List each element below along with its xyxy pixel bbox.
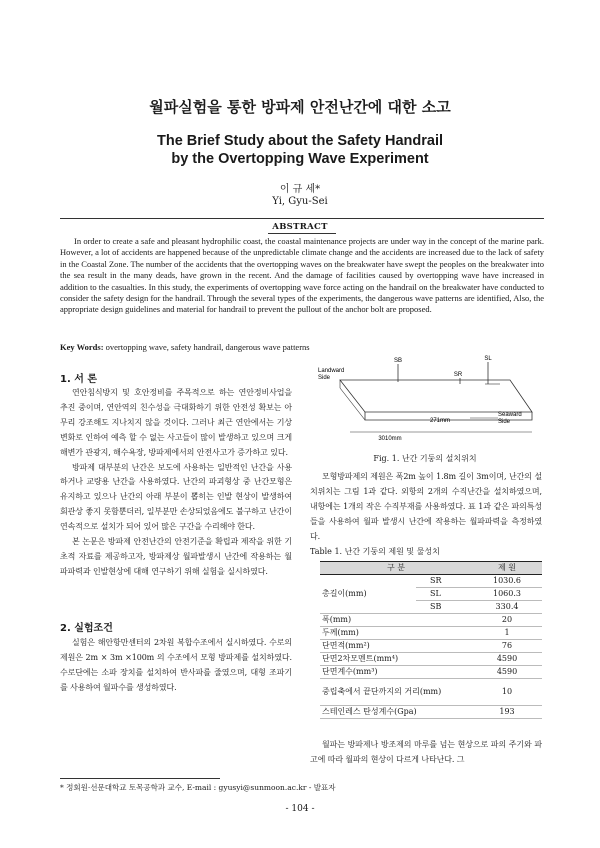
table-header-row <box>320 562 542 575</box>
table-sub-label: SL <box>416 588 472 601</box>
figure-1-handrail-positions <box>310 352 540 447</box>
table-row-value: 193 <box>472 706 542 719</box>
page-number: - 104 - <box>285 804 315 814</box>
table-row-value: 10 <box>472 679 542 706</box>
title-english-line2: by the Overtopping Wave Experiment <box>171 151 429 167</box>
breakwater-side-edge <box>340 388 365 420</box>
author-english: Yi, Gyu-Sei <box>272 196 328 207</box>
table-row <box>320 653 542 666</box>
keywords <box>60 342 544 352</box>
label-landward: Landward Side <box>318 368 345 381</box>
section-1-body <box>60 386 292 580</box>
breakwater-top-face <box>340 380 532 412</box>
label-sb: SB <box>393 358 403 364</box>
section-1-paragraph-2: 방파제 대부분의 난간은 보도에 사용하는 일반적인 난간을 사용하거나 교량용 난간을 사용하였다. 난간의 파괴형상 중 난간모형은 유지하고 있으나 난간의 아래 부분이 뽑히는 인발 현상이 발생하여 회관상 좋지 못함뿐더러, 일부분만 손상되었음에도 불구하고 난간이 연속적으로 설치가 되어 있어 많은 구간을 수리해야 한다. <box>60 462 292 532</box>
table-sub-value: 1030.6 <box>472 575 542 588</box>
keywords-value: overtopping wave, safety handrail, dangerous wave patterns <box>105 342 310 352</box>
section-1-paragraph-1: 연안침식방지 및 호안정비를 주목적으로 하는 연안정비사업을 추진 중이며, 연안역의 친수성을 극대화하기 위한 안전성 확보는 아무리 강조해도 지나치지 않을 것이다. 그러나 최근 연안에서는 기상변화로 인하여 예측 할 수 없는 사고들이 많이 발생하고 있으며 크게 해변가 관광지, 해수욕장, 방파제에서의 안전사고가 증가하고 있다. <box>60 388 292 457</box>
table-row <box>320 575 542 588</box>
table-row <box>320 627 542 640</box>
keywords-label: Key Words: <box>60 342 104 352</box>
table-row-value: 4590 <box>472 653 542 666</box>
table-row-label: 폭(mm) <box>320 614 472 627</box>
right-paragraph-1: 모형방파제의 제원은 폭2m 높이 1.8m 길이 3m이며, 난간의 설치위치는 그림 1과 같다. 외항의 2개의 수직난간을 설치하였으며, 내항에는 1개의 작은 수직부재를 사용하였다. 표 1과 같은 파의특성들을 사용하여 월파 발생시 난간에 작용하는 월파파력을 측정하였다. <box>310 472 542 541</box>
table-row <box>320 640 542 653</box>
label-dim-3010: 3010mm <box>378 436 402 442</box>
table-row-value: 1 <box>472 627 542 640</box>
table-row-value: 76 <box>472 640 542 653</box>
table-row-label: 단면계수(mm³) <box>320 666 472 679</box>
abstract-heading: ABSTRACT <box>272 222 328 232</box>
table-1-caption: Table 1. 난간 기둥의 제원 및 물성치 <box>310 547 440 556</box>
table-row-label: 중립축에서 끝단까지의 거리(mm) <box>320 679 472 706</box>
table-row <box>320 666 542 679</box>
table-row-value: 20 <box>472 614 542 627</box>
author-korean: 이 규 세* <box>279 184 321 195</box>
abstract-top-rule <box>60 218 544 219</box>
figure-1-caption: Fig. 1. 난간 기둥의 설치위치 <box>373 454 477 463</box>
footnote: * 정회원·선문대학교 토목공학과 교수, E-mail : gyusyi@sunmoon.ac.kr - 발표자 <box>60 783 336 792</box>
table-header-right: 제 원 <box>472 562 542 575</box>
right-body-2 <box>310 738 542 768</box>
table-1 <box>320 561 542 719</box>
section-1-paragraph-3: 본 논문은 방파제 안전난간의 안전기준을 확립과 제작을 위한 기초적 자료를 제공하고자, 방파제상 월파발생시 난간에 작용하는 월파파력과 인발현상에 대해 연구하기 위해 실험을 실시하였다. <box>60 537 292 576</box>
table-row <box>320 679 542 706</box>
table-sub-label: SB <box>416 601 472 614</box>
table-row-value: 4590 <box>472 666 542 679</box>
label-sr: SR <box>453 372 463 378</box>
table-row-label: 두께(mm) <box>320 627 472 640</box>
table-sub-value: 1060.3 <box>472 588 542 601</box>
label-sl: SL <box>484 356 492 362</box>
section-2-heading: 2. 실험조건 <box>60 623 113 634</box>
table-sub-label: SR <box>416 575 472 588</box>
abstract-underline <box>268 233 336 234</box>
title-english-line1: The Brief Study about the Safety Handrail <box>156 133 443 149</box>
table-row-label: 단면2차모멘트(mm⁴) <box>320 653 472 666</box>
label-dim-271: 271mm <box>429 418 451 424</box>
table-sub-value: 330.4 <box>472 601 542 614</box>
abstract-body: In order to create a safe and pleasant hydrophilic coast, the coastal maintenance projects are under way in the concept of the marine park. However, a lot of accidents are happened because of the unpredictable climate change and the accidents are increased due to the lack of safety in the Coastal Zone. The number of the accidents that the overtopping waves on the breakwater have swept the peoples on the breakwater into the sea result in the many deads, have grown in the recent. And the damage of facilities caused by overtopping wave have increased in addition to the casualties. In this study, the experiments of overtopping wave force acting on the handrail on the breakwater have conducted to consider the safety design for the handrail. Through the several types of the experiments, the dangerous wave patterns are identified, Also, the appropriate design guidelines and material for handrail to prevent the pullout of the anchor bolt are proposed. <box>60 236 544 315</box>
table-group-label: 총길이(mm) <box>320 575 416 614</box>
table-row <box>320 614 542 627</box>
section-2-paragraph-1: 실험은 해안항만센터의 2차원 복합수조에서 실시하였다. 수로의 제원은 2m × 3m ×100m 의 수조에서 모형 방파제를 설치하였다. 수로단에는 소파 장치를 설치하여 반사파를 줄였으며, 대형 조파기를 사용하여 월파수를 생성하였다. <box>60 638 292 692</box>
right-paragraph-2: 월파는 방파제나 방조제의 마루를 넘는 현상으로 파의 주기와 파고에 따라 월파의 현상이 다르게 나타난다. 그 <box>310 740 542 764</box>
table-header-left: 구 분 <box>320 562 472 575</box>
label-seaward: Seaward Side <box>498 412 522 425</box>
section-1-heading: 1. 서 론 <box>60 374 98 385</box>
right-body-1 <box>310 470 542 545</box>
title-korean: 월파실험을 통한 방파제 안전난간에 대한 소고 <box>149 98 451 116</box>
table-row <box>320 706 542 719</box>
table-row-label: 단면적(mm²) <box>320 640 472 653</box>
table-row-label: 스테인레스 탄성계수(Gpa) <box>320 706 472 719</box>
footnote-rule <box>60 778 220 779</box>
section-2-body <box>60 636 292 696</box>
